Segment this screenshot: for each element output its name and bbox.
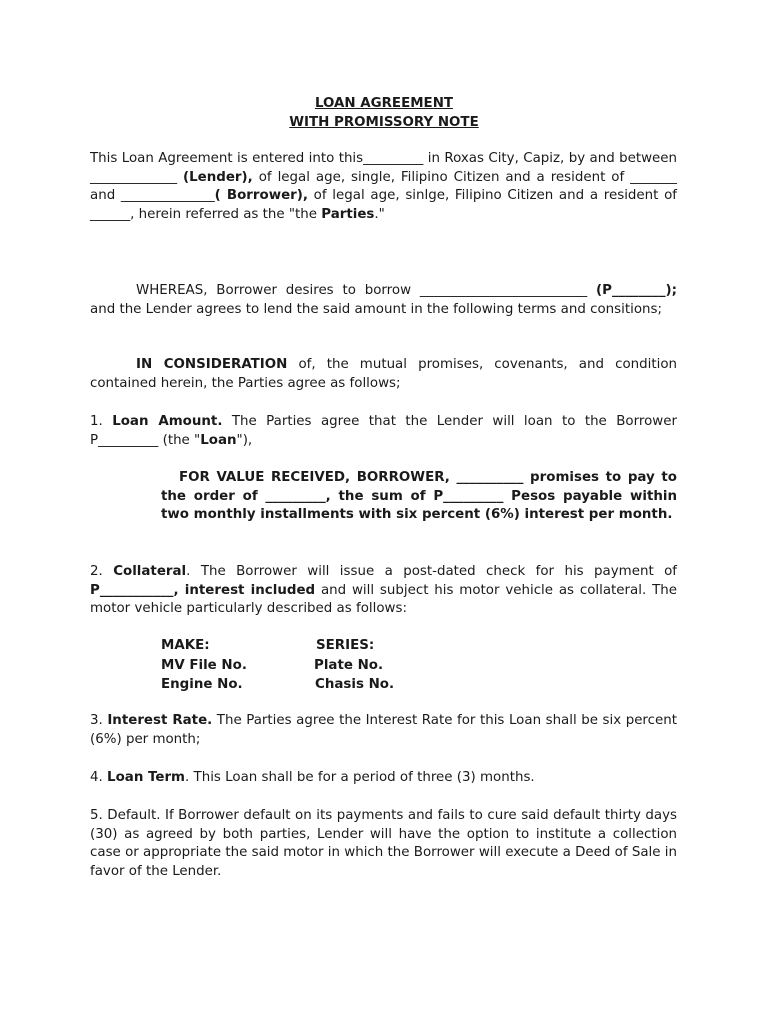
vehicle-details: [161, 637, 461, 696]
section-2-collateral: [90, 563, 677, 619]
section-5-default: 5. Default. If Borrower default on its payments and fails to cure said default thirty days (30) as agreed by both parties, Lender will have the option to institute a collection case or appropriate the said motor in which the Borrower will execute a Deed of Sale in favor of the Lender.: [90, 808, 677, 879]
section-4-number: 4.: [90, 770, 108, 785]
section-3-heading: Interest Rate.: [107, 713, 213, 728]
section-2-amount: P___________, interest included: [90, 582, 316, 598]
section-1-loan-amount: [90, 413, 677, 450]
title-line-1: LOAN AGREEMENT: [314, 96, 454, 111]
whereas-amount: (P________);: [596, 283, 677, 298]
section-1-heading: Loan Amount.: [112, 414, 223, 429]
whereas-text-2: and the Lender agrees to lend the said amount in the following terms and consitions;: [90, 301, 662, 317]
vehicle-row: [161, 676, 461, 696]
intro-text-4: .": [374, 206, 385, 222]
title-line-2: WITH PROMISSORY NOTE: [289, 115, 479, 130]
borrower-label: ( Borrower),: [214, 188, 308, 204]
loan-label: Loan: [200, 432, 237, 448]
mv-file-label: MV File No.: [161, 657, 247, 673]
section-4-text: . This Loan shall be for a period of three (3) months.: [185, 770, 535, 785]
consideration-text: of, the mutual promises, covenants, and condition contained herein, the Parties agree as follows;: [90, 357, 677, 391]
vehicle-row: [161, 637, 461, 657]
section-2-text-1: . The Borrower will issue a post-dated check for his payment of: [186, 564, 677, 579]
section-1-number: 1.: [90, 414, 113, 429]
section-3-text: The Parties agree the Interest Rate for this Loan shall be six percent (6%) per month;: [90, 713, 677, 747]
intro-text-3: of legal age, sinlge, Filipino Citizen and a resident of ______, herein referred as the "the: [90, 188, 678, 222]
whereas-text-1: WHEREAS, Borrower desires to borrow _________________________: [136, 283, 597, 298]
intro-text-1: This Loan Agreement is entered into this_________ in Roxas City, Capiz, by and between _____________: [90, 151, 677, 185]
chasis-label: Chasis No.: [315, 677, 395, 693]
section-4-heading: Loan Term: [107, 770, 186, 785]
make-label: MAKE:: [161, 638, 210, 653]
section-1-text-1: The Parties agree that the Lender will loan to the Borrower P_________ (the ": [90, 414, 677, 448]
whereas-paragraph: [90, 282, 677, 319]
consideration-lead: IN CONSIDERATION: [136, 357, 288, 372]
section-2-text-2: and will subject his motor vehicle as collateral. The motor vehicle particularly described as follows:: [90, 582, 677, 617]
plate-label: Plate No.: [314, 657, 384, 673]
section-3-interest-rate: [90, 712, 677, 749]
section-3-number: 3.: [90, 713, 108, 728]
section-2-number: 2.: [90, 564, 114, 579]
vehicle-row: [161, 657, 461, 677]
engine-label: Engine No.: [161, 677, 243, 693]
section-2-heading: Collateral: [113, 564, 187, 579]
series-label: SERIES:: [316, 638, 375, 653]
promissory-note-block: FOR VALUE RECEIVED, BORROWER, __________ promises to pay to the order of _________, the sum of P_________ Pesos payable within two monthly installments with six percent (6%) interest per month.: [161, 470, 677, 523]
intro-text-2: of legal age, single, Filipino Citizen and a resident of _______ and ______________: [90, 169, 678, 204]
consideration-paragraph: [90, 356, 677, 393]
section-1-text-2: "),: [236, 432, 253, 448]
lender-label: (Lender),: [183, 169, 253, 185]
intro-paragraph: [90, 150, 677, 224]
parties-label: Parties: [321, 206, 375, 222]
section-4-loan-term: [90, 769, 677, 788]
